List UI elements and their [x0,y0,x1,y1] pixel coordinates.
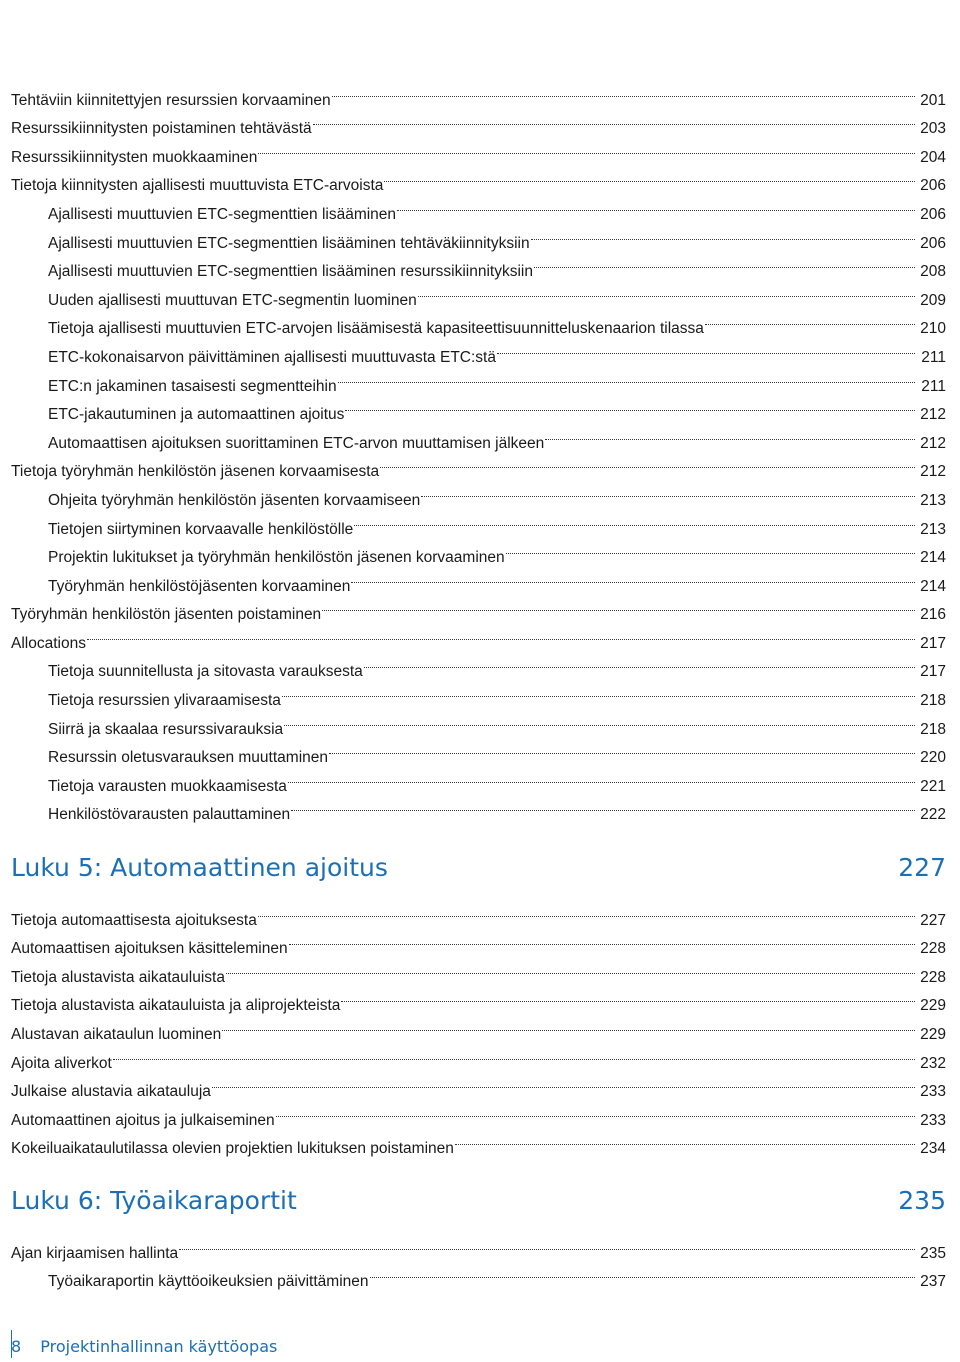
toc-entry-title: Tietoja automaattisesta ajoituksesta [11,911,257,929]
toc-entry-title: Resurssikiinnitysten poistaminen tehtävästä [11,120,312,138]
toc-dot-leader [212,1068,915,1097]
toc-dot-leader [421,476,915,505]
toc-entry-page: 234 [920,1140,946,1158]
toc-entry-title: Kokeiluaikataulutilassa olevien projektien lukituksen poistaminen [11,1140,454,1158]
toc-entry-title: Tietoja suunnitellusta ja sitovasta varauksesta [48,663,363,681]
toc-entry-title: Tietoja resurssien ylivaraamisesta [48,692,281,710]
toc-entry-title: Tietoja ajallisesti muuttuvien ETC-arvojen lisäämisestä kapasiteettisuunnitteluskenaarion tilassa [48,320,704,338]
toc-entry-title: Resurssin oletusvarauksen muuttaminen [48,749,328,767]
toc-entry-title: Tietoja kiinnitysten ajallisesti muuttuvista ETC-arvoista [11,177,384,195]
toc-entry-page: 211 [921,348,946,366]
toc-entry-page: 227 [920,911,946,929]
toc-dot-leader [397,190,915,219]
toc-entry-title: Julkaise alustavia aikatauluja [11,1083,211,1101]
toc-entry[interactable] [11,1039,946,1072]
toc-entry-page: 216 [920,606,946,624]
toc-entry-page: 222 [920,806,946,824]
toc-entry-page: 206 [920,205,946,223]
toc-entry-title: ETC:n jakaminen tasaisesti segmentteihin [48,377,337,395]
toc-entry[interactable] [11,648,946,681]
toc-dot-leader [455,1125,915,1154]
toc-entry-page: 201 [920,91,946,109]
toc-entry-title: Ajan kirjaamisen hallinta [11,1244,179,1262]
toc-entry-page: 210 [920,320,946,338]
toc-dot-leader [384,162,915,191]
toc-entry-title: Tehtäviin kiinnitettyjen resurssien korvaaminen [11,91,331,109]
toc-entry-page: 218 [920,720,946,738]
toc-dot-leader [380,448,915,477]
chapter-5-heading[interactable] [11,853,946,882]
toc-dot-leader [222,1010,915,1039]
toc-entry-page: 209 [920,291,946,309]
toc-dot-leader [322,591,915,620]
toc-entry-page: 203 [920,120,946,138]
toc-dot-leader [354,505,915,534]
chapter-title: Luku 5: Automaattinen ajoitus [11,853,388,882]
toc-dot-leader [506,534,915,563]
toc-entry-title: Tietoja alustavista aikatauluista [11,968,225,986]
toc-dot-leader [291,791,915,820]
toc-entry-page: 212 [920,463,946,481]
toc-entry-page: 233 [920,1111,946,1129]
toc-dot-leader [276,1096,915,1125]
toc-dot-leader [497,333,915,362]
toc-dot-leader [329,734,915,763]
toc-entry-page: 235 [920,1244,946,1262]
toc-entry-title: Automaattisen ajoituksen käsitteleminen [11,940,288,958]
toc-dot-leader [289,925,915,954]
toc-dot-leader [351,562,915,591]
toc-entry-page: 221 [920,777,946,795]
chapter-6-heading[interactable] [11,1186,946,1215]
toc-entry-title: Henkilöstövarausten palauttaminen [48,806,291,824]
toc-entry-title: Ajoita aliverkot [11,1054,112,1072]
toc-entry-page: 206 [920,234,946,252]
toc-entry-title: Työaikaraportin käyttöoikeuksien päivittäminen [48,1273,369,1291]
toc-entry-title: Automaattinen ajoitus ja julkaiseminen [11,1111,275,1129]
toc-dot-leader [113,1039,915,1068]
footer-book-title: Projektinhallinnan käyttöopas [40,1337,278,1356]
toc-dot-leader [534,248,915,277]
toc-dot-leader [288,762,915,791]
toc-entry-page: 217 [920,663,946,681]
toc-entry-page: 214 [920,577,946,595]
toc-dot-leader [345,391,915,420]
toc-entry-title: ETC-kokonaisarvon päivittäminen ajallisesti muuttuvasta ETC:stä [48,348,496,366]
toc-entry-title: Tietoja alustavista aikatauluista ja aliprojekteista [11,997,341,1015]
toc-entry-page: 229 [920,1025,946,1043]
toc-entry-title: Resurssikiinnitysten muokkaaminen [11,148,258,166]
toc-entry-page: 212 [920,406,946,424]
toc-entry-page: 213 [920,491,946,509]
page-footer [11,1337,277,1356]
toc-entry-title: ETC-jakautuminen ja automaattinen ajoitus [48,406,345,424]
toc-entry-title: Tietoja työryhmän henkilöstön jäsenen korvaamisesta [11,463,380,481]
toc-entry-title: Ohjeita työryhmän henkilöstön jäsenten korvaamiseen [48,491,421,509]
toc-entry-title: Tietoja varausten muokkaamisesta [48,777,287,795]
toc-dot-leader [332,76,915,105]
toc-dot-leader [179,1229,915,1258]
toc-dot-leader [282,676,915,705]
toc-entry-page: 214 [920,549,946,567]
toc-dot-leader [370,1258,915,1287]
toc-entry-title: Alustavan aikataulun luominen [11,1025,222,1043]
toc-entry-page: 218 [920,692,946,710]
toc-entry-title: Ajallisesti muuttuvien ETC-segmenttien lisääminen tehtäväkiinnityksiin [48,234,530,252]
toc-dot-leader [338,362,915,391]
toc-entry[interactable] [11,896,946,929]
toc-section-chapter-5 [11,896,946,1158]
toc-entry-page: 217 [920,634,946,652]
toc-entry-title: Automaattisen ajoituksen suorittaminen ETC-arvon muuttamisen jälkeen [48,434,545,452]
toc-entry[interactable] [11,1229,946,1262]
toc-entry-page: 204 [920,148,946,166]
toc-entry-page: 237 [920,1273,946,1291]
footer-page-number: 8 [11,1337,22,1356]
toc-entry-title: Uuden ajallisesti muuttuvan ETC-segmentin luominen [48,291,417,309]
chapter-page-number: 227 [898,853,946,882]
toc-dot-leader [705,305,915,334]
toc-dot-leader [364,648,915,677]
toc-entry-title: Allocations [11,634,86,652]
toc-entry-page: 220 [920,749,946,767]
toc-dot-leader [87,619,915,648]
toc-entry-page: 212 [920,434,946,452]
toc-entry-page: 233 [920,1083,946,1101]
toc-entry-page: 211 [921,377,946,395]
chapter-page-number: 235 [898,1186,946,1215]
toc-dot-leader [313,105,915,134]
toc-entry-page: 228 [920,968,946,986]
toc-entry-page: 228 [920,940,946,958]
chapter-title: Luku 6: Työaikaraportit [11,1186,297,1215]
toc-entry-title: Työryhmän henkilöstöjäsenten korvaaminen [48,577,351,595]
toc-entry-page: 213 [920,520,946,538]
toc-section-continued [11,76,946,824]
toc-entry[interactable] [11,76,946,109]
toc-entry-title: Tietojen siirtyminen korvaavalle henkilöstölle [48,520,354,538]
toc-dot-leader [284,705,915,734]
toc-dot-leader [341,982,915,1011]
toc-entry-page: 232 [920,1054,946,1072]
toc-dot-leader [531,219,915,248]
toc-entry-title: Työryhmän henkilöstön jäsenten poistaminen [11,606,322,624]
toc-entry-title: Siirrä ja skaalaa resurssivarauksia [48,720,284,738]
toc-entry-title: Ajallisesti muuttuvien ETC-segmenttien lisääminen [48,205,397,223]
toc-dot-leader [258,133,915,162]
toc-dot-leader [545,419,915,448]
toc-dot-leader [418,276,915,305]
toc-entry-page: 229 [920,997,946,1015]
toc-section-chapter-6 [11,1229,946,1291]
toc-entry-title: Projektin lukitukset ja työryhmän henkilöstön jäsenen korvaaminen [48,549,505,567]
toc-entry[interactable] [11,619,946,652]
toc-dot-leader [226,953,915,982]
toc-entry-page: 206 [920,177,946,195]
toc-entry-title: Ajallisesti muuttuvien ETC-segmenttien lisääminen resurssikiinnityksiin [48,263,533,281]
toc-dot-leader [258,896,915,925]
toc-entry[interactable] [11,1068,946,1101]
toc-entry-page: 208 [920,263,946,281]
